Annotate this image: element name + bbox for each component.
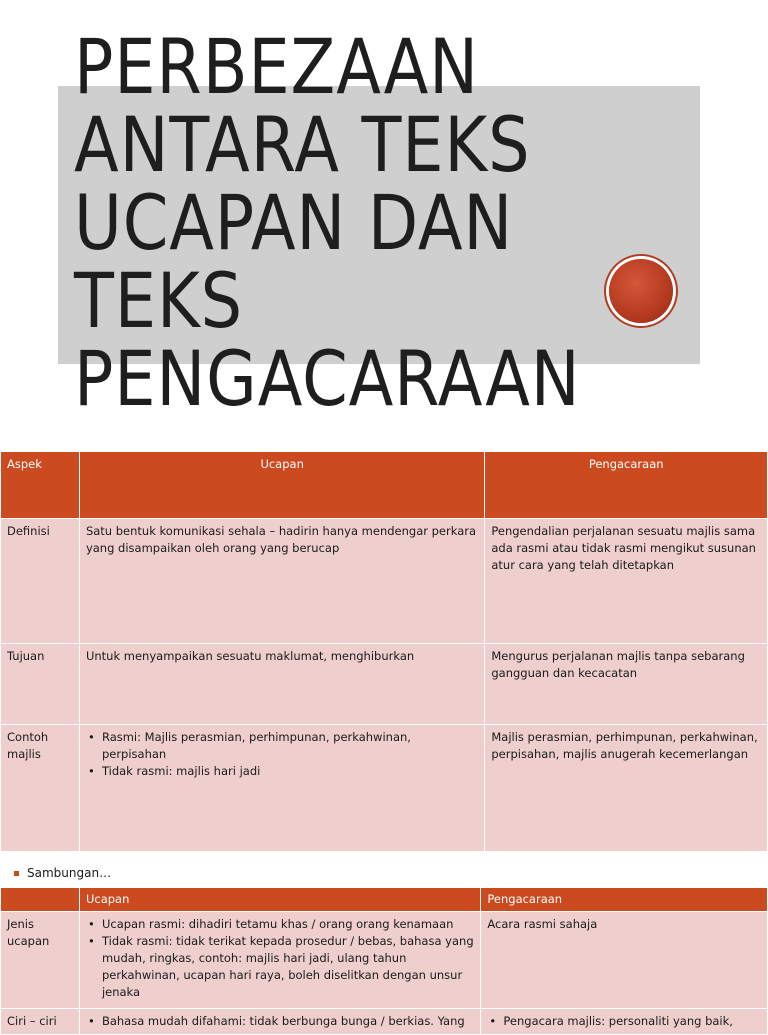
cell-ucapan: Untuk menyampaikan sesuatu maklumat, menghiburkan bbox=[79, 644, 484, 725]
continuation-label: Sambungan… bbox=[14, 866, 111, 880]
header-pengacaraan: Pengacaraan bbox=[481, 888, 768, 912]
list-item: • Pengacara majlis: personaliti yang baik, bbox=[503, 1013, 761, 1030]
cell-pengacaraan bbox=[481, 1009, 768, 1035]
header-aspek bbox=[1, 888, 80, 912]
cell-ucapan bbox=[79, 1009, 480, 1035]
cell-ucapan: Satu bentuk komunikasi sehala – hadirin hanya mendengar perkara yang disampaikan oleh orang yang berucap bbox=[79, 519, 484, 644]
title-line-3: UCAPAN DAN bbox=[74, 178, 514, 267]
cell-pengacaraan: Mengurus perjalanan majlis tanpa sebarang gangguan dan kecacatan bbox=[485, 644, 768, 725]
table-row bbox=[1, 1009, 768, 1035]
cell-aspek: Definisi bbox=[1, 519, 80, 644]
cell-aspek: Ciri – ciri bbox=[1, 1009, 80, 1035]
table-row bbox=[1, 644, 768, 725]
cell-aspek: Tujuan bbox=[1, 644, 80, 725]
table-row bbox=[1, 912, 768, 1009]
title-line-1: PERBEZAAN bbox=[74, 22, 479, 111]
header-pengacaraan: Pengacaraan bbox=[485, 452, 768, 519]
cell-ucapan bbox=[79, 912, 480, 1009]
bullet-list bbox=[86, 729, 478, 780]
title-line-2: ANTARA TEKS bbox=[74, 100, 531, 189]
title-line-4: TEKS bbox=[74, 256, 244, 345]
bullet-list bbox=[487, 1013, 761, 1030]
comparison-table bbox=[0, 451, 768, 852]
cell-pengacaraan: Majlis perasmian, perhimpunan, perkahwinan, perpisahan, majlis anugerah kecemerlangan bbox=[485, 725, 768, 852]
list-item: • Bahasa mudah difahami: tidak berbunga bunga / berkias. Yang bbox=[102, 1013, 474, 1030]
bullet-list bbox=[86, 1013, 474, 1030]
table-header-row bbox=[1, 888, 768, 912]
cell-pengacaraan: Pengendalian perjalanan sesuatu majlis sama ada rasmi atau tidak rasmi mengikut susunan atur cara yang telah ditetapkan bbox=[485, 519, 768, 644]
list-item: • Tidak rasmi: tidak terikat kepada prosedur / bebas, bahasa yang mudah, ringkas, contoh: majlis hari jadi, ulang tahun perkahwinan, ucapan hari raya, boleh diselitkan dengan unsur jenaka bbox=[102, 933, 474, 1001]
table-row bbox=[1, 725, 768, 852]
table-row bbox=[1, 519, 768, 644]
page-title bbox=[74, 22, 624, 423]
square-bullet-icon bbox=[14, 871, 19, 876]
list-item: • Rasmi: Majlis perasmian, perhimpunan, perkahwinan, perpisahan bbox=[102, 729, 478, 763]
table-header-row bbox=[1, 452, 768, 519]
list-item: • Ucapan rasmi: dihadiri tetamu khas / orang orang kenamaan bbox=[102, 916, 474, 933]
cell-aspek: Jenis ucapan bbox=[1, 912, 80, 1009]
list-item: • Tidak rasmi: majlis hari jadi bbox=[102, 763, 478, 780]
title-line-5: PENGACARAAN bbox=[74, 334, 581, 423]
cell-pengacaraan: Acara rasmi sahaja bbox=[481, 912, 768, 1009]
bullet-list bbox=[86, 916, 474, 1001]
header-ucapan: Ucapan bbox=[79, 452, 484, 519]
cell-ucapan bbox=[79, 725, 484, 852]
cell-aspek: Contoh majlis bbox=[1, 725, 80, 852]
header-aspek: Aspek bbox=[1, 452, 80, 519]
comparison-table-continued bbox=[0, 887, 768, 1035]
header-ucapan: Ucapan bbox=[79, 888, 480, 912]
decorative-circle bbox=[609, 259, 673, 323]
